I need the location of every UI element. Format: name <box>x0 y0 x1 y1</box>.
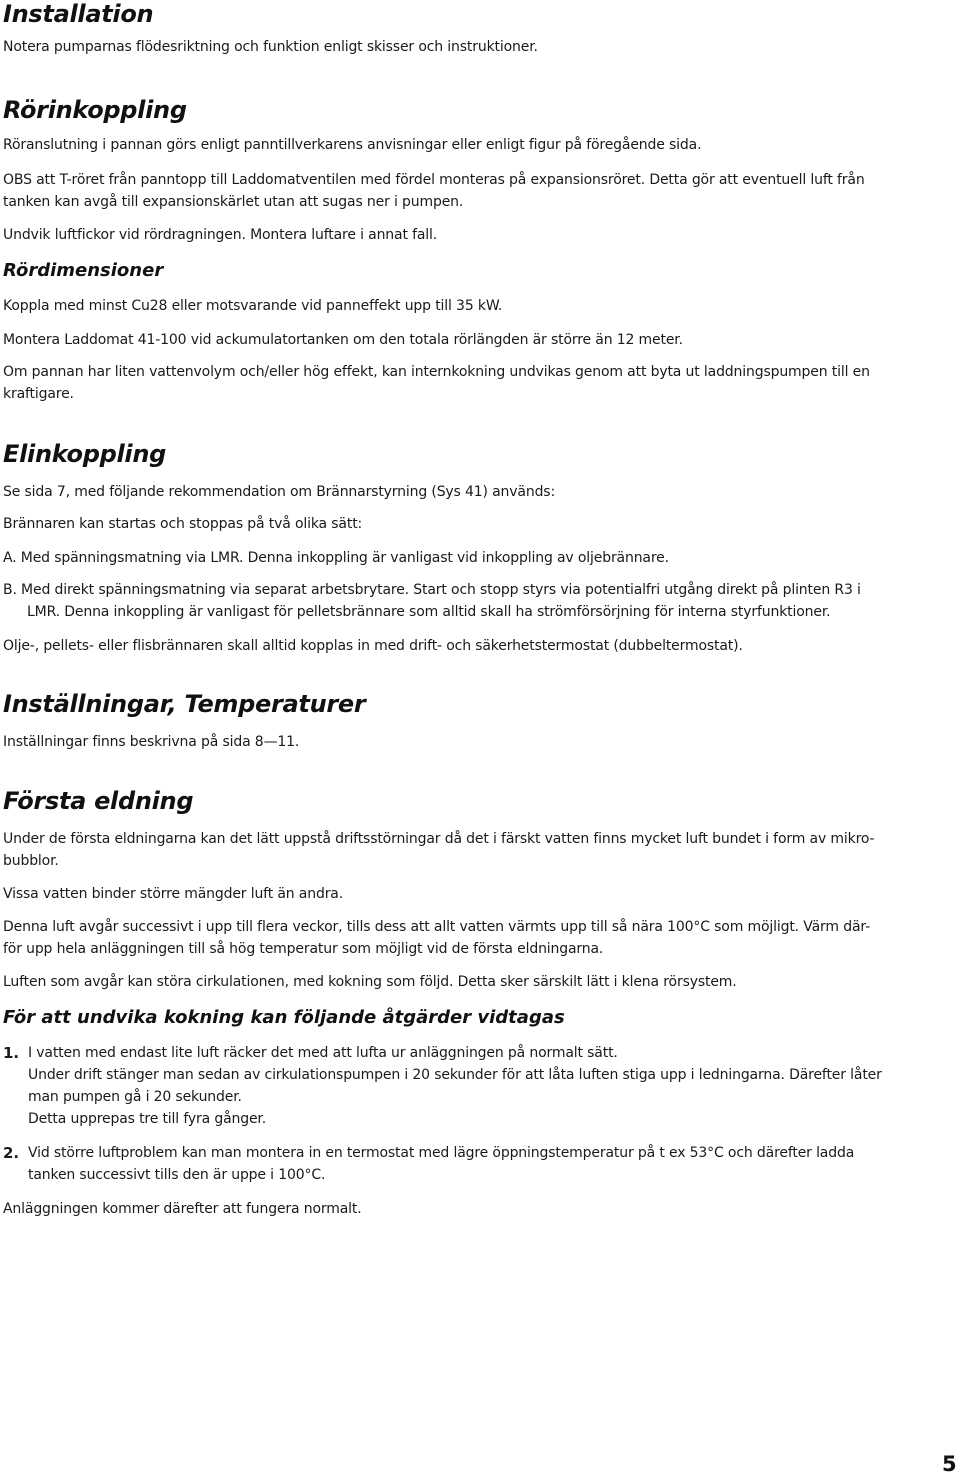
heading-rorinkoppling: Rörinkoppling <box>3 96 187 124</box>
paragraph <box>3 361 870 405</box>
paragraph: Luften som avgår kan störa cirkulationen, med kokning som följd. Detta sker särskilt lätt i klena rörsystem. <box>3 974 737 990</box>
paragraph <box>3 916 870 960</box>
paragraph-line: tanken successivt tills den är uppe i 100°C. <box>28 1167 326 1183</box>
paragraph-line: kraftigare. <box>3 386 74 402</box>
heading-forsta-eldning: Första eldning <box>3 787 194 815</box>
paragraph: Olje-, pellets- eller flisbrännaren skall alltid kopplas in med drift- och säkerhetstermostat (dubbeltermostat). <box>3 638 743 654</box>
paragraph: Undvik luftfickor vid rördragningen. Montera luftare i annat fall. <box>3 227 438 243</box>
paragraph-line: bubblor. <box>3 853 59 869</box>
paragraph <box>3 828 874 872</box>
paragraph: Notera pumparnas flödesriktning och funktion enligt skisser och instruktioner. <box>3 39 538 55</box>
paragraph: Se sida 7, med följande rekommendation om Brännarstyrning (Sys 41) används: <box>3 484 556 500</box>
paragraph: Anläggningen kommer därefter att fungera normalt. <box>3 1201 362 1217</box>
heading-rordimensioner: Rördimensioner <box>3 260 164 281</box>
paragraph-line: man pumpen gå i 20 sekunder. <box>28 1089 242 1105</box>
paragraph <box>3 579 861 623</box>
paragraph-line: Denna luft avgår successivt i upp till flera veckor, tills dess att allt vatten värmts upp till så nära 100°C som möjligt. Värm där- <box>3 919 870 935</box>
paragraph-line: I vatten med endast lite luft räcker det med att lufta ur anläggningen på normalt sätt. <box>28 1045 618 1061</box>
list-number: 2. <box>3 1144 20 1162</box>
paragraph-line: B. Med direkt spänningsmatning via separat arbetsbrytare. Start och stopp styrs via potentialfri utgång direkt på plinten R3 i <box>3 582 861 598</box>
heading-undvika-kokning: För att undvika kokning kan följande åtgärder vidtagas <box>3 1007 565 1028</box>
paragraph-line: Under de första eldningarna kan det lätt uppstå driftsstörningar då det i färskt vatten finns mycket luft bundet i form av mikro- <box>3 831 875 847</box>
paragraph-line: för upp hela anläggningen till så hög temperatur som möjligt vid de första eldningarna. <box>3 941 604 957</box>
paragraph-line: Under drift stänger man sedan av cirkulationspumpen i 20 sekunder för att låta luften stiga upp i ledningarna. Därefter låter <box>28 1067 882 1083</box>
list-item <box>3 1142 945 1186</box>
paragraph-line: Vid större luftproblem kan man montera in en termostat med lägre öppningstemperatur på t ex 53°C och därefter ladda <box>28 1145 855 1161</box>
paragraph: Röranslutning i pannan görs enligt panntillverkarens anvisningar eller enligt figur på föregående sida. <box>3 137 702 153</box>
list-number: 1. <box>3 1044 20 1062</box>
heading-elinkoppling: Elinkoppling <box>3 440 167 468</box>
page-number: 5 <box>942 1452 957 1476</box>
paragraph-line: Detta upprepas tre till fyra gånger. <box>28 1111 267 1127</box>
heading-installningar: Inställningar, Temperaturer <box>3 690 366 718</box>
paragraph-line: tanken kan avgå till expansionskärlet utan att sugas ner i pumpen. <box>3 194 464 210</box>
paragraph: Vissa vatten binder större mängder luft än andra. <box>3 886 344 902</box>
list-item <box>3 1042 945 1130</box>
paragraph: Montera Laddomat 41-100 vid ackumulatortanken om den totala rörlängden är större än 12 meter. <box>3 332 683 348</box>
paragraph: Brännaren kan startas och stoppas på två olika sätt: <box>3 516 363 532</box>
paragraph: Koppla med minst Cu28 eller motsvarande vid panneffekt upp till 35 kW. <box>3 298 503 314</box>
paragraph: Inställningar finns beskrivna på sida 8—11. <box>3 734 300 750</box>
paragraph <box>3 169 865 213</box>
paragraph-line: OBS att T-röret från panntopp till Laddomatventilen med fördel monteras på expansionsröret. Detta gör att eventuell luft från <box>3 172 865 188</box>
paragraph: A. Med spänningsmatning via LMR. Denna inkoppling är vanligast vid inkoppling av oljebrännare. <box>3 550 669 566</box>
paragraph-line: LMR. Denna inkoppling är vanligast för pelletsbrännare som alltid skall ha strömförsörjning för interna styrfunktioner. <box>27 604 831 620</box>
paragraph-line: Om pannan har liten vattenvolym och/eller hög effekt, kan internkokning undvikas genom att byta ut laddningspumpen till en <box>3 364 870 380</box>
heading-installation: Installation <box>3 0 154 28</box>
